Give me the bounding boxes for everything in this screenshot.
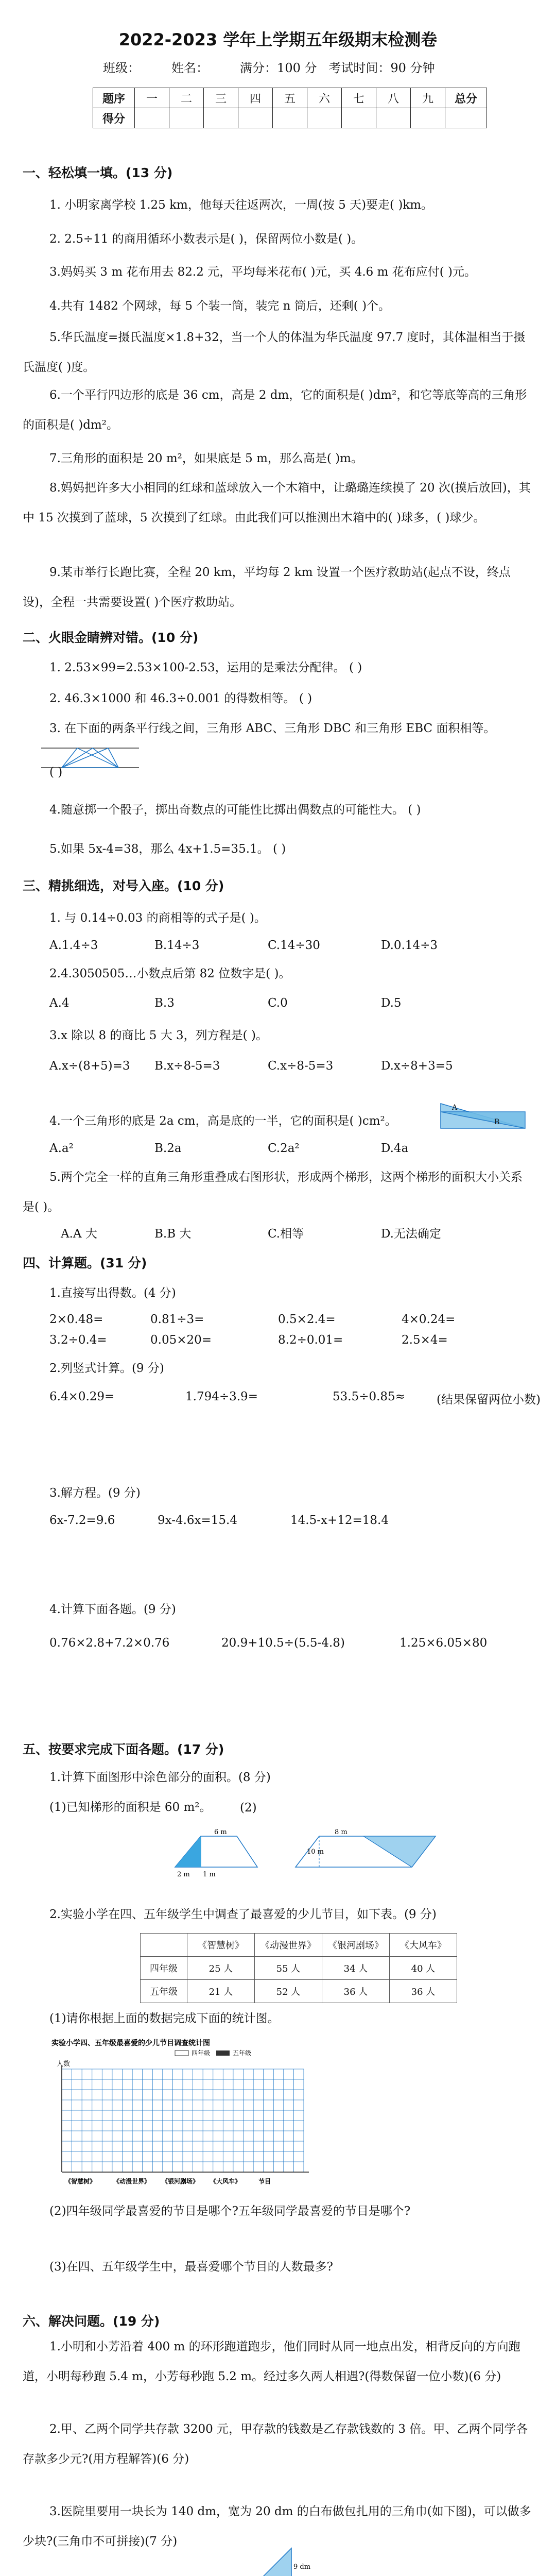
table-header: 《动漫世界》 bbox=[255, 1934, 322, 1957]
option: C.14÷30 bbox=[268, 939, 320, 952]
table-header: 《智慧树》 bbox=[187, 1934, 255, 1957]
score-cell bbox=[273, 108, 307, 128]
legend-label-grade4: 四年级 bbox=[192, 2049, 211, 2057]
score-cell bbox=[445, 108, 487, 128]
score-cell bbox=[238, 108, 273, 128]
table-cell: 52 人 bbox=[255, 1980, 322, 2003]
option: D.5 bbox=[381, 996, 402, 1010]
fig-label-a: A bbox=[452, 1104, 458, 1112]
score-cell bbox=[342, 108, 376, 128]
calc-item: 0.5×2.4= bbox=[278, 1313, 336, 1326]
overlapping-triangles-figure bbox=[438, 1100, 530, 1131]
score-col: 六 bbox=[307, 88, 342, 108]
option: A.x÷(8+5)=3 bbox=[49, 1059, 130, 1073]
table-cell: 25 人 bbox=[187, 1957, 255, 1980]
table-cell: 55 人 bbox=[255, 1957, 322, 1980]
question-4-2: 2.列竖式计算。(9 分) bbox=[49, 1362, 164, 1375]
x-tick-label: 节目 bbox=[258, 2178, 271, 2185]
score-cell bbox=[307, 108, 342, 128]
question-3-4: 4.一个三角形的底是 2a cm，高是底的一半，它的面积是( )cm²。 bbox=[49, 1114, 397, 1128]
question-4-1: 1.直接写出得数。(4 分) bbox=[49, 1286, 176, 1300]
equation-item: 6x-7.2=9.6 bbox=[49, 1514, 115, 1527]
calc-note: (结果保留两位小数) bbox=[437, 1393, 541, 1406]
question-3-1: 1. 与 0.14÷0.03 的商相等的式子是( )。 bbox=[49, 911, 266, 925]
tv-survey-table bbox=[140, 1933, 457, 2003]
question-6-2: 2.甲、乙两个同学共存款 3200 元，甲存款的钱数是乙存款钱数的 3 倍。甲、乙两个同学各存款多少元?(用方程解答)(6 分) bbox=[23, 2422, 528, 2466]
question-3-2: 2.4.3050505…小数点后第 82 位数字是( )。 bbox=[49, 967, 291, 980]
section-5-heading: 五、按要求完成下面各题。(17 分) bbox=[23, 1742, 224, 1757]
x-tick-label: 《银河剧场》 bbox=[162, 2178, 199, 2185]
question-4-3: 3.解方程。(9 分) bbox=[49, 1486, 141, 1500]
question-2-1: 1. 2.53×99=2.53×100-2.53，运用的是乘法分配律。 ( ) bbox=[49, 661, 362, 674]
calc-item: 2×0.48= bbox=[49, 1313, 103, 1326]
question-5-1-sub1: (1)已知梯形的面积是 60 m²。 bbox=[49, 1801, 212, 1814]
table-header-row bbox=[141, 1934, 457, 1957]
fig-label: 6 m bbox=[214, 1828, 227, 1836]
table-header bbox=[141, 1934, 187, 1957]
option: D.4a bbox=[381, 1142, 409, 1155]
student-info-line: 班级： 姓名： 满分：100 分 考试时间：90 分钟 bbox=[103, 61, 435, 75]
question-1-8: 8.妈妈把许多大小相同的红球和蓝球放入一个木箱中，让璐璐连续摸了 20 次(摸后放回)，其中 15 次摸到了蓝球，5 次摸到了红球。由此我们可以推测出木箱中的( )球多，( )球少。 bbox=[23, 481, 531, 524]
fig-label-b: B bbox=[494, 1118, 500, 1126]
table-cell: 36 人 bbox=[390, 1980, 457, 2003]
question-2-5: 5.如果 5x-4=38，那么 4x+1.5=35.1。 ( ) bbox=[49, 842, 286, 856]
chart-title: 实验小学四、五年级最喜爱的少儿节目调查统计图 bbox=[51, 2039, 210, 2047]
fig-label: 9 dm bbox=[293, 2563, 311, 2571]
option: A.1.4÷3 bbox=[49, 939, 98, 952]
question-5-2: 2.实验小学在四、五年级学生中调查了最喜爱的少儿节目，如下表。(9 分) bbox=[49, 1908, 437, 1921]
option: D.0.14÷3 bbox=[381, 939, 438, 952]
table-row bbox=[141, 1957, 457, 1980]
score-row-values bbox=[93, 108, 487, 128]
score-col: 八 bbox=[376, 88, 411, 108]
option: C.x÷8-5=3 bbox=[268, 1059, 334, 1073]
calc-item: 0.76×2.8+7.2×0.76 bbox=[49, 1636, 170, 1650]
score-col: 四 bbox=[238, 88, 273, 108]
score-col: 五 bbox=[273, 88, 307, 108]
table-cell: 四年级 bbox=[141, 1957, 187, 1980]
calc-item: 3.2÷0.4= bbox=[49, 1333, 107, 1347]
score-table bbox=[93, 88, 487, 128]
option: A.A 大 bbox=[61, 1227, 97, 1241]
calc-item: 8.2÷0.01= bbox=[278, 1333, 343, 1347]
question-1-3: 3.妈妈买 3 m 花布用去 82.2 元，平均每米花布( )元，买 4.6 m 花布应付( )元。 bbox=[49, 265, 476, 279]
question-2-3-answer: ( ) bbox=[49, 766, 63, 779]
question-6-1: 1.小明和小芳沿着 400 m 的环形跑道跑步，他们同时从同一地点出发，相背反向的方向跑道，小明每秒跑 5.4 m，小芳每秒跑 5.2 m。经过多久两人相遇?(得数保留一位小数)(6 分) bbox=[23, 2340, 520, 2383]
survey-bar-chart bbox=[41, 2037, 329, 2192]
calc-item: 1.25×6.05×80 bbox=[399, 1636, 488, 1650]
question-1-5: 5.华氏温度=摄氏温度×1.8+32，当一个人的体温为华氏温度 97.7 度时，其体温相当于摄氏温度( )度。 bbox=[23, 331, 526, 374]
section-4-heading: 四、计算题。(31 分) bbox=[23, 1256, 147, 1270]
option: B.3 bbox=[154, 996, 175, 1010]
calc-item: 6.4×0.29= bbox=[49, 1390, 115, 1403]
section-1-heading: 一、轻松填一填。(13 分) bbox=[23, 165, 173, 180]
fig-label: 1 m bbox=[203, 1871, 216, 1878]
question-3-5: 5.两个完全一样的直角三角形重叠成右图形状，形成两个梯形，这两个梯形的面积大小关系是( )。 bbox=[23, 1171, 523, 1214]
score-col: 七 bbox=[342, 88, 376, 108]
option: C.2a² bbox=[268, 1142, 300, 1155]
question-1-7: 7.三角形的面积是 20 m²，如果底是 5 m，那么高是( )m。 bbox=[49, 452, 363, 465]
table-cell: 21 人 bbox=[187, 1980, 255, 2003]
option: B.14÷3 bbox=[154, 939, 200, 952]
calc-item: 20.9+10.5÷(5.5-4.8) bbox=[221, 1636, 345, 1650]
page-title: 2022-2023 学年上学期五年级期末检测卷 bbox=[118, 30, 438, 49]
table-cell: 五年级 bbox=[141, 1980, 187, 2003]
option: A.4 bbox=[49, 996, 70, 1010]
option: B.B 大 bbox=[154, 1227, 192, 1241]
question-1-2: 2. 2.5÷11 的商用循环小数表示是( )，保留两位小数是( )。 bbox=[49, 232, 363, 246]
score-col: 九 bbox=[411, 88, 445, 108]
table-header: 《大风车》 bbox=[390, 1934, 457, 1957]
fig-label: 2 m bbox=[177, 1871, 190, 1878]
score-cell bbox=[169, 108, 204, 128]
fig-label: 8 m bbox=[335, 1828, 348, 1836]
x-tick-label: 《智慧树》 bbox=[65, 2178, 96, 2185]
calc-item: 4×0.24= bbox=[402, 1313, 456, 1326]
trapezoid-figure bbox=[170, 1828, 263, 1879]
equation-item: 14.5-x+12=18.4 bbox=[290, 1514, 389, 1527]
option: B.2a bbox=[154, 1142, 182, 1155]
question-1-9: 9.某市举行长跑比赛，全程 20 km，平均每 2 km 设置一个医疗救助站(起点不设，终点设)，全程一共需要设置( )个医疗救助站。 bbox=[23, 566, 511, 609]
legend-label-grade5: 五年级 bbox=[233, 2049, 252, 2057]
question-3-3: 3.x 除以 8 的商比 5 大 3，列方程是( )。 bbox=[49, 1029, 268, 1042]
score-cell bbox=[204, 108, 238, 128]
equation-item: 9x-4.6x=15.4 bbox=[158, 1514, 238, 1527]
x-tick-label: 《动漫世界》 bbox=[113, 2178, 151, 2185]
question-1-6: 6.一个平行四边形的底是 36 cm，高是 2 dm，它的面积是( )dm²，和它等底等高的三角形的面积是( )dm²。 bbox=[23, 388, 527, 432]
question-1-4: 4.共有 1482 个网球，每 5 个装一筒，装完 n 筒后，还剩( )个。 bbox=[49, 299, 391, 313]
legend-swatch-grade5 bbox=[216, 2050, 230, 2056]
table-cell: 34 人 bbox=[322, 1957, 390, 1980]
question-5-2-sub2: (2)四年级同学最喜爱的节目是哪个?五年级同学最喜爱的节目是哪个? bbox=[49, 2205, 411, 2218]
calc-item: 0.81÷3= bbox=[150, 1313, 204, 1326]
section-6-heading: 六、解决问题。(19 分) bbox=[23, 2314, 160, 2329]
score-total-label: 总分 bbox=[445, 88, 487, 108]
calc-item: 1.794÷3.9= bbox=[185, 1390, 258, 1403]
score-cell bbox=[135, 108, 169, 128]
section-3-heading: 三、精挑细选，对号入座。(10 分) bbox=[23, 878, 224, 893]
option: D.x÷8+3=5 bbox=[381, 1059, 453, 1073]
question-2-4: 4.随意掷一个骰子，掷出奇数点的可能性比掷出偶数点的可能性大。 ( ) bbox=[49, 803, 421, 817]
score-col: 三 bbox=[204, 88, 238, 108]
question-5-1-sub2: (2) bbox=[240, 1801, 257, 1815]
option: C.0 bbox=[268, 996, 288, 1010]
fig-label: 10 m bbox=[307, 1848, 324, 1856]
option: A.a² bbox=[49, 1142, 74, 1155]
question-1-1: 1. 小明家离学校 1.25 km，他每天往返两次，一周(按 5 天)要走( )km。 bbox=[49, 198, 433, 212]
x-tick-label: 《大风车》 bbox=[210, 2178, 241, 2185]
legend-swatch-grade4 bbox=[175, 2050, 188, 2056]
question-6-3: 3.医院里要用一块长为 140 dm，宽为 20 dm 的白布做包扎用的三角巾(如下图)，可以做多少块?(三角巾不可拼接)(7 分) bbox=[23, 2505, 531, 2548]
question-2-3: 3. 在下面的两条平行线之间，三角形 ABC、三角形 DBC 和三角形 EBC 面积相等。 bbox=[49, 722, 496, 735]
question-5-2-sub3: (3)在四、五年级学生中，最喜爱哪个节目的人数最多? bbox=[49, 2260, 333, 2274]
option: D.无法确定 bbox=[381, 1227, 441, 1241]
section-2-heading: 二、火眼金睛辨对错。(10 分) bbox=[23, 630, 199, 645]
score-col: 二 bbox=[169, 88, 204, 108]
table-cell: 36 人 bbox=[322, 1980, 390, 2003]
score-cell bbox=[376, 108, 411, 128]
calc-item: 2.5×4= bbox=[402, 1333, 448, 1347]
triangle-bandage-figure bbox=[252, 2545, 314, 2576]
option: C.相等 bbox=[268, 1227, 304, 1241]
table-row bbox=[141, 1980, 457, 2003]
parallelogram-figure bbox=[288, 1828, 443, 1879]
score-col: 一 bbox=[135, 88, 169, 108]
score-row-label: 得分 bbox=[93, 108, 135, 128]
question-5-1: 1.计算下面图形中涂色部分的面积。(8 分) bbox=[49, 1771, 271, 1784]
calc-item: 53.5÷0.85≈ bbox=[333, 1390, 405, 1403]
y-axis-label: 人数 bbox=[57, 2060, 71, 2068]
question-2-2: 2. 46.3×1000 和 46.3÷0.001 的得数相等。 ( ) bbox=[49, 692, 312, 705]
calc-item: 0.05×20= bbox=[150, 1333, 212, 1347]
option: B.x÷8-5=3 bbox=[154, 1059, 220, 1073]
score-row-head bbox=[93, 88, 487, 108]
score-cell bbox=[411, 108, 445, 128]
table-cell: 40 人 bbox=[390, 1957, 457, 1980]
score-head-label: 题序 bbox=[93, 88, 135, 108]
table-header: 《银河剧场》 bbox=[322, 1934, 390, 1957]
question-5-2-sub1: (1)请你根据上面的数据完成下面的统计图。 bbox=[49, 2012, 280, 2025]
question-4-4: 4.计算下面各题。(9 分) bbox=[49, 1603, 176, 1616]
